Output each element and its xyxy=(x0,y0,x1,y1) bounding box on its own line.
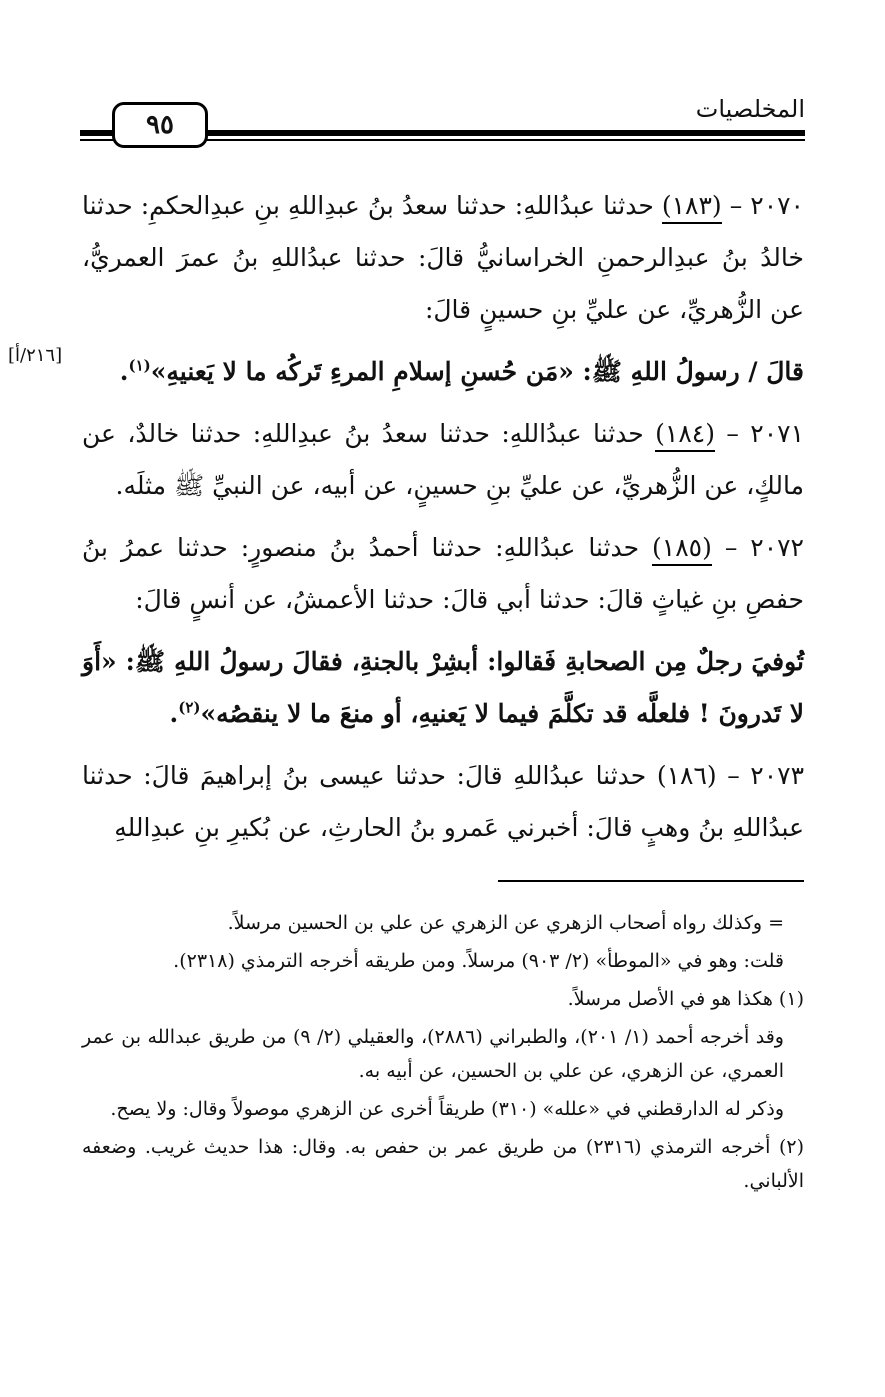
footnote-separator xyxy=(498,880,804,882)
footnote-line: قلت: وهو في «الموطأ» (٢/ ٩٠٣) مرسلاً. ومن طريقه أخرجه الترمذي (٢٣١٨). xyxy=(173,950,784,972)
footnote-1: (١) هكذا هو في الأصل مرسلاً. xyxy=(567,988,804,1010)
matn-text: تُوفيَ رجلٌ مِن الصحابةِ فَقالوا: أبشِرْ بالجنةِ، فقالَ رسولُ اللهِ ﷺ: «أَوَ لا تَدرونَ ! فلعلَّه قد تكلَّمَ فيما لا يَعنيهِ، أو منعَ ما لا ينقصُه» xyxy=(82,647,804,728)
footnotes xyxy=(82,906,804,1202)
hadith-number: ٢٠٧٠ – xyxy=(729,191,804,220)
matn-text: قالَ / رسولُ اللهِ ﷺ: «مَن حُسنِ إسلامِ المرءِ تَركُه ما لا يَعنيهِ» xyxy=(150,357,804,386)
hadith-2072 xyxy=(82,522,804,626)
sequence-number: (١٨٥) xyxy=(652,533,712,566)
book-title: المخلصيات xyxy=(695,95,805,123)
manuscript-folio-ref: [٢١٦/أ] xyxy=(8,345,63,366)
main-text xyxy=(82,180,804,864)
sequence-number: (١٨٦) xyxy=(656,761,717,790)
hadith-2073 xyxy=(82,750,804,854)
matn-2072: تُوفيَ رجلٌ مِن الصحابةِ فَقالوا: أبشِرْ بالجنةِ، فقالَ رسولُ اللهِ ﷺ: «أَوَ لا تَدرونَ ! فلعلَّه قد تكلَّمَ فيما لا يَعنيهِ، أو منعَ ما لا ينقصُه»$^{(٢)}$. xyxy=(82,647,804,728)
footnote-continuation: = وكذلك رواه أصحاب الزهري عن الزهري عن علي بن الحسين مرسلاً. xyxy=(227,912,784,934)
sequence-number: (١٨٤) xyxy=(655,419,715,452)
isnad-text: حدثنا عبدُاللهِ: حدثنا سعدُ بنُ عبدِاللهِ: حدثنا خالدٌ، عن مالكٍ، عن الزُّهريِّ، عن عليِّ بنِ حسينٍ، عن أبيه، عن النبيِّ ﷺ مثلَه. xyxy=(82,419,804,500)
page-number: ٩٥ xyxy=(112,102,208,148)
footnote-marker: (٢) xyxy=(178,698,201,717)
footnote-marker: (١) xyxy=(128,356,151,375)
footnote-line: وذكر له الدارقطني في «علله» (٣١٠) طريقاً أخرى عن الزهري موصولاً وقال: ولا يصح. xyxy=(110,1098,784,1120)
hadith-number: ٢٠٧١ – xyxy=(726,419,804,448)
hadith-number: ٢٠٧٣ – xyxy=(727,761,804,790)
page-header xyxy=(80,90,805,160)
hadith-number: ٢٠٧٢ – xyxy=(724,533,804,562)
isnad-text: حدثنا عبدُاللهِ قالَ: حدثنا عيسى بنُ إبراهيمَ قالَ: حدثنا عبدُاللهِ بنُ وهبٍ قالَ: أخبرني عَمرو بنُ الحارثِ، عن بُكيرِ بنِ عبدِاللهِ xyxy=(82,761,804,842)
isnad-text: حدثنا عبدُاللهِ: حدثنا سعدُ بنُ عبدِاللهِ بنِ عبدِالحكمِ: حدثنا خالدُ بنُ عبدِالرحمنِ الخراسانيُّ قالَ: حدثنا عبدُاللهِ بنُ عمرَ العمريُّ، عن الزُّهريِّ، عن عليِّ بنِ حسينٍ قالَ: xyxy=(82,191,804,324)
footnote-line: وقد أخرجه أحمد (١/ ٢٠١)، والطبراني (٢٨٨٦)، والعقيلي (٢/ ٩) من طريق عبدالله بن عمر العمري، عن الزهري، عن علي بن الحسين، عن أبيه به. xyxy=(82,1026,784,1082)
isnad-text: حدثنا عبدُاللهِ: حدثنا أحمدُ بنُ منصورٍ: حدثنا عمرُ بنُ حفصِ بنِ غياثٍ قالَ: حدثنا أبي قالَ: حدثنا الأعمشُ، عن أنسٍ قالَ: xyxy=(82,533,804,614)
sequence-number: (١٨٣) xyxy=(662,191,722,224)
matn-2070: قالَ / رسولُ اللهِ ﷺ: «مَن حُسنِ إسلامِ المرءِ تَركُه ما لا يَعنيهِ»$^{(١)}$. xyxy=(119,356,804,386)
hadith-2070 xyxy=(82,180,804,336)
footnote-2: (٢) أخرجه الترمذي (٢٣١٦) من طريق عمر بن حفص به. وقال: هذا حديث غريب. وضعفه الألباني. xyxy=(82,1136,804,1192)
hadith-2071 xyxy=(82,408,804,512)
